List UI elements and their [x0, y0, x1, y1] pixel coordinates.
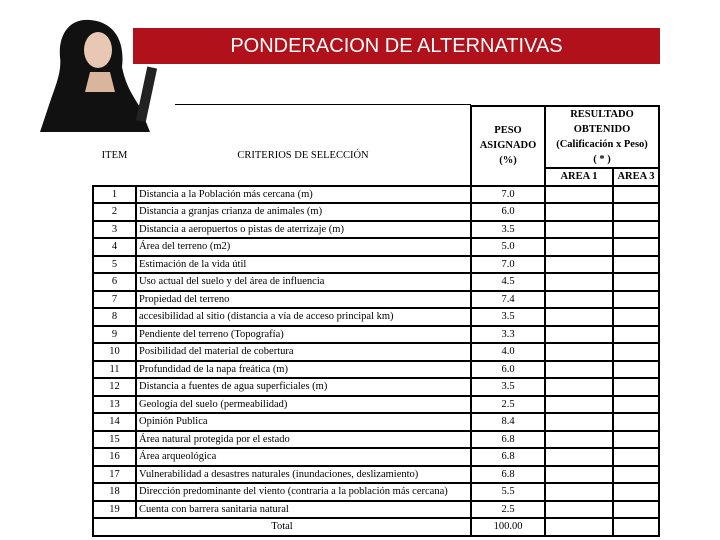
item-cell: 14: [93, 413, 136, 431]
area1-cell: [545, 308, 613, 326]
area3-cell: [613, 308, 659, 326]
peso-cell: 2.5: [471, 501, 545, 519]
criterion-cell: Distancia a fuentes de agua superficiales (m): [136, 378, 471, 396]
area3-cell: [613, 378, 659, 396]
area1-cell: [545, 448, 613, 466]
criterion-cell: Vulnerabilidad a desastres naturales (inundaciones, deslizamiento): [136, 466, 471, 484]
area1-cell: [545, 396, 613, 414]
item-cell: 3: [93, 221, 136, 239]
item-cell: 4: [93, 238, 136, 256]
area1-cell: [545, 501, 613, 519]
area3-cell: [613, 273, 659, 291]
area1-cell: [545, 291, 613, 309]
criterion-cell: Distancia a la Población más cercana (m): [136, 186, 471, 204]
peso-cell: 7.4: [471, 291, 545, 309]
item-cell: 8: [93, 308, 136, 326]
area3-cell: [613, 203, 659, 221]
total-area1: [545, 518, 613, 536]
table-row: [93, 483, 659, 501]
peso-cell: 2.5: [471, 396, 545, 414]
table-row: [93, 343, 659, 361]
table-row: [93, 378, 659, 396]
peso-cell: 3.5: [471, 378, 545, 396]
peso-cell: 7.0: [471, 256, 545, 274]
peso-cell: 6.8: [471, 466, 545, 484]
peso-cell: 8.4: [471, 413, 545, 431]
area1-cell: [545, 256, 613, 274]
table-row: [93, 273, 659, 291]
area1-cell: [545, 221, 613, 239]
item-cell: 16: [93, 448, 136, 466]
peso-cell: 4.0: [471, 343, 545, 361]
area1-cell: [545, 326, 613, 344]
peso-cell: 4.5: [471, 273, 545, 291]
criterion-cell: Distancia a aeropuertos o pistas de aterrizaje (m): [136, 221, 471, 239]
page-title: PONDERACION DE ALTERNATIVAS: [230, 34, 563, 57]
area1-cell: [545, 378, 613, 396]
area1-header: AREA 1: [545, 168, 613, 186]
area3-cell: [613, 483, 659, 501]
area1-cell: [545, 413, 613, 431]
item-cell: 1: [93, 186, 136, 204]
area1-cell: [545, 466, 613, 484]
total-label: Total: [93, 518, 471, 536]
criterion-cell: Opinión Publica: [136, 413, 471, 431]
table-row: [93, 238, 659, 256]
table-row: [93, 448, 659, 466]
peso-cell: 6.0: [471, 361, 545, 379]
area3-cell: [613, 413, 659, 431]
table-row: [93, 361, 659, 379]
peso-cell: 3.3: [471, 326, 545, 344]
item-cell: 7: [93, 291, 136, 309]
table-row: [93, 308, 659, 326]
area3-cell: [613, 343, 659, 361]
item-cell: 12: [93, 378, 136, 396]
area1-cell: [545, 361, 613, 379]
table-row: [93, 186, 659, 204]
area3-cell: [613, 238, 659, 256]
item-cell: 10: [93, 343, 136, 361]
table-row: [93, 431, 659, 449]
area1-cell: [545, 343, 613, 361]
area1-cell: [545, 203, 613, 221]
criterion-cell: Posibilidad del material de cobertura: [136, 343, 471, 361]
area3-cell: [613, 221, 659, 239]
criterion-cell: Área natural protegida por el estado: [136, 431, 471, 449]
peso-cell: 5.5: [471, 483, 545, 501]
criterion-cell: Estimación de la vida útil: [136, 256, 471, 274]
item-cell: 11: [93, 361, 136, 379]
criterion-cell: Pendiente del terreno (Topografía): [136, 326, 471, 344]
item-cell: 13: [93, 396, 136, 414]
table-row: [93, 203, 659, 221]
criterion-cell: accesibilidad al sitio (distancia a vía de acceso principal km): [136, 308, 471, 326]
total-peso: 100.00: [471, 518, 545, 536]
area3-cell: [613, 396, 659, 414]
title-banner: [133, 28, 660, 64]
area3-cell: [613, 448, 659, 466]
area1-cell: [545, 186, 613, 204]
table-row: [93, 256, 659, 274]
criterion-cell: Uso actual del suelo y del área de influencia: [136, 273, 471, 291]
area3-header: AREA 3: [613, 168, 659, 186]
alternatives-table: [92, 105, 660, 537]
item-cell: 18: [93, 483, 136, 501]
item-cell: 9: [93, 326, 136, 344]
item-cell: 2: [93, 203, 136, 221]
criterion-cell: Propiedad del terreno: [136, 291, 471, 309]
item-header: ITEM: [101, 149, 128, 161]
total-row: [93, 518, 659, 536]
area3-cell: [613, 361, 659, 379]
item-cell: 17: [93, 466, 136, 484]
peso-cell: 6.8: [471, 448, 545, 466]
criterion-cell: Distancia a granjas crianza de animales (m): [136, 203, 471, 221]
area1-cell: [545, 238, 613, 256]
area3-cell: [613, 256, 659, 274]
peso-cell: 6.8: [471, 431, 545, 449]
peso-header: PESO ASIGNADO (%): [471, 106, 545, 186]
table-row: [93, 396, 659, 414]
peso-cell: 5.0: [471, 238, 545, 256]
item-cell: 6: [93, 273, 136, 291]
area3-cell: [613, 186, 659, 204]
criteria-header: CRITERIOS DE SELECCIÓN: [237, 149, 369, 161]
criterion-cell: Dirección predominante del viento (contraria a la población más cercana): [136, 483, 471, 501]
area3-cell: [613, 291, 659, 309]
peso-cell: 3.5: [471, 308, 545, 326]
table-row: [93, 291, 659, 309]
table-row: [93, 326, 659, 344]
peso-cell: 7.0: [471, 186, 545, 204]
area1-cell: [545, 273, 613, 291]
area3-cell: [613, 466, 659, 484]
total-area3: [613, 518, 659, 536]
criterion-cell: Área arqueológica: [136, 448, 471, 466]
item-cell: 5: [93, 256, 136, 274]
table-row: [93, 221, 659, 239]
item-cell: 19: [93, 501, 136, 519]
area3-cell: [613, 431, 659, 449]
criterion-cell: Cuenta con barrera sanitaria natural: [136, 501, 471, 519]
criterion-cell: Profundidad de la napa freática (m): [136, 361, 471, 379]
area3-cell: [613, 326, 659, 344]
criterion-cell: Geología del suelo (permeabilidad): [136, 396, 471, 414]
area1-cell: [545, 483, 613, 501]
criterion-cell: Área del terreno (m2): [136, 238, 471, 256]
item-cell: 15: [93, 431, 136, 449]
resultado-header: RESULTADO OBTENIDO (Calificación x Peso) ( * ): [545, 106, 659, 168]
table-row: [93, 413, 659, 431]
peso-cell: 6.0: [471, 203, 545, 221]
area3-cell: [613, 501, 659, 519]
table-row: [93, 466, 659, 484]
table-row: [93, 501, 659, 519]
area1-cell: [545, 431, 613, 449]
peso-cell: 3.5: [471, 221, 545, 239]
